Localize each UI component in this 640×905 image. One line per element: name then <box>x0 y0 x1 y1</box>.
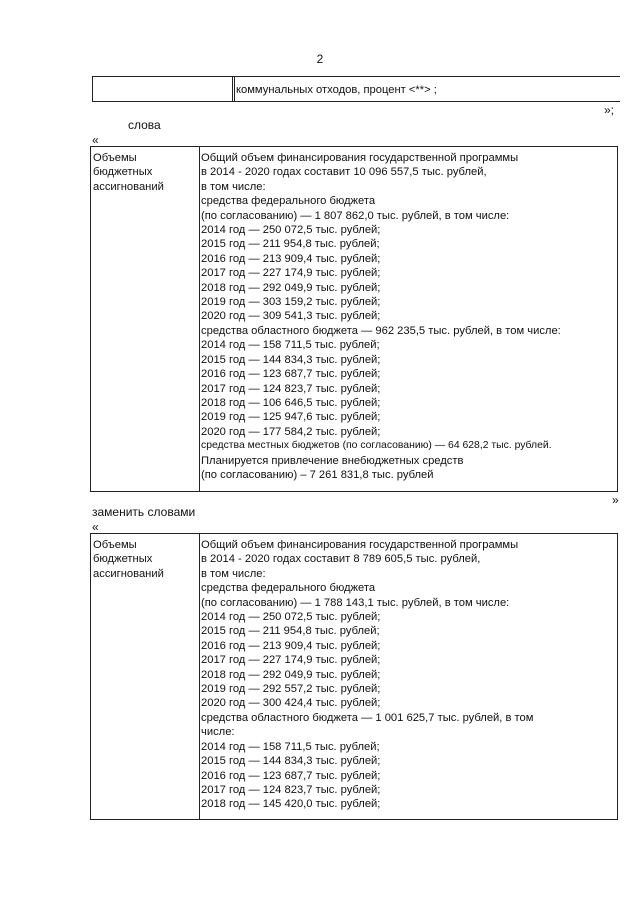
text-line: 2015 год — 211 954,8 тыс. рублей; <box>201 625 380 638</box>
text-line: 2018 год — 292 049,9 тыс. рублей; <box>201 668 381 681</box>
text-line: 2018 год — 106 646,5 тыс. рублей; <box>201 396 381 409</box>
text-line: 2017 год — 227 174,9 тыс. рублей; <box>201 654 381 667</box>
closing-quote-2: » <box>612 493 619 507</box>
text-line: средства областного бюджета — 962 235,5 тыс. рублей, в том числе: <box>201 324 561 337</box>
old-right-cell <box>201 151 615 482</box>
text-line: (по согласованию) — 1 788 143,1 тыс. рублей, в том числе: <box>201 596 510 609</box>
text-line: 2019 год — 303 159,2 тыс. рублей; <box>201 296 381 309</box>
text-line: 2017 год — 227 174,9 тыс. рублей; <box>201 267 381 280</box>
text-line: 2020 год — 309 541,3 тыс. рублей; <box>201 310 381 323</box>
text-line: 2014 год — 158 711,5 тыс. рублей; <box>201 740 380 753</box>
left-line: бюджетных <box>93 166 153 179</box>
left-line: ассигнований <box>93 567 164 580</box>
text-line: 2015 год — 144 834,3 тыс. рублей; <box>201 353 381 366</box>
text-line: в 2014 - 2020 годах составит 10 096 557,5 тыс. рублей, <box>201 166 487 179</box>
text-line: 2015 год — 211 954,8 тыс. рублей; <box>201 238 380 251</box>
text-line: 2016 год — 123 687,7 тыс. рублей; <box>201 769 381 782</box>
text-line: средства областного бюджета — 1 001 625,7 тыс. рублей, в том <box>201 711 534 724</box>
text-line: 2018 год — 292 049,9 тыс. рублей; <box>201 281 381 294</box>
text-line: 2020 год — 177 584,2 тыс. рублей; <box>201 425 381 438</box>
text-line: средства федерального бюджета <box>201 582 376 595</box>
closing-quote-1: »; <box>604 103 615 117</box>
text-line: (по согласованию) — 1 807 862,0 тыс. рублей, в том числе: <box>201 209 510 222</box>
new-right-cell <box>201 538 615 812</box>
text-line: 2018 год — 145 420,0 тыс. рублей; <box>201 798 381 811</box>
left-line: бюджетных <box>93 553 153 566</box>
text-line: 2014 год — 250 072,5 тыс. рублей; <box>201 224 381 237</box>
text-line: средства местных бюджетов (по согласованию) — 64 628,2 тыс. рублей. <box>201 440 552 452</box>
left-line: Объемы <box>93 539 137 551</box>
text-line: Общий объем финансирования государственной программы <box>201 152 519 164</box>
old-funding-table <box>90 146 618 492</box>
text-line: 2014 год — 158 711,5 тыс. рублей; <box>201 339 380 352</box>
text-line: 2017 год — 124 823,7 тыс. рублей; <box>201 382 381 395</box>
table-fragment-top <box>92 76 620 102</box>
text-line: средства федерального бюджета <box>201 195 376 208</box>
text-line: Общий объем финансирования государственной программы <box>201 539 519 551</box>
text-line: 2015 год — 144 834,3 тыс. рублей; <box>201 755 381 768</box>
open-quote-1: « <box>92 133 99 147</box>
text-line: 2016 год — 123 687,7 тыс. рублей; <box>201 368 381 381</box>
text-line: 2016 год — 213 909,4 тыс. рублей; <box>201 639 381 652</box>
text-line: 2019 год — 292 557,2 тыс. рублей; <box>201 683 381 696</box>
new-funding-table <box>90 533 618 820</box>
text-line: в 2014 - 2020 годах составит 8 789 605,5 тыс. рублей, <box>201 553 481 566</box>
text-line: (по согласованию) – 7 261 831,8 тыс. рублей <box>201 468 434 481</box>
text-line: 2017 год — 124 823,7 тыс. рублей; <box>201 783 381 796</box>
page-number: 2 <box>316 52 324 66</box>
label-new: заменить словами <box>92 505 196 519</box>
text-line: 2019 год — 125 947,6 тыс. рублей; <box>201 411 381 424</box>
old-left-cell <box>91 147 200 491</box>
text-line: 2020 год — 300 424,4 тыс. рублей; <box>201 697 381 710</box>
text-line: 2016 год — 213 909,4 тыс. рублей; <box>201 252 381 265</box>
text-line: числе: <box>201 726 235 739</box>
text-line: в том числе: <box>201 567 266 580</box>
left-line: Объемы <box>93 152 137 164</box>
open-quote-2: « <box>92 520 99 534</box>
label-old: слова <box>128 118 161 132</box>
text-line: 2014 год — 250 072,5 тыс. рублей; <box>201 611 381 624</box>
text-line: Планируется привлечение внебюджетных средств <box>201 454 464 467</box>
left-line: ассигнований <box>93 180 164 193</box>
top-row-text: коммунальных отходов, процент <**> ; <box>236 84 437 96</box>
text-line: в том числе: <box>201 180 266 193</box>
new-left-cell <box>91 534 200 819</box>
